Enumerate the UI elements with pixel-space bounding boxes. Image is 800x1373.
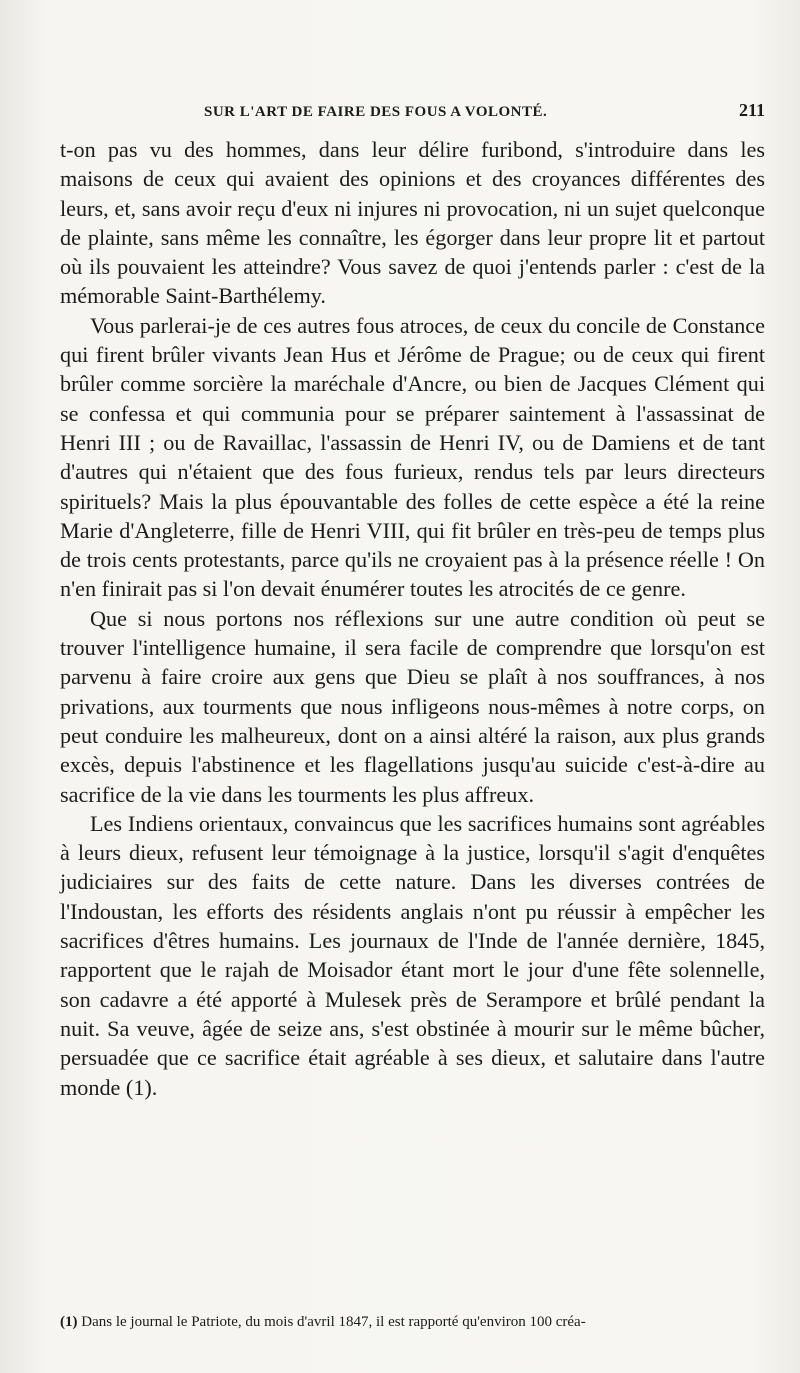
page-number: 211 bbox=[738, 100, 765, 120]
paragraph: Les Indiens orientaux, convaincus que les sacrifices humains sont agréables à leurs dieux, refusent leur témoignage à la justice, lorsqu'il s'agit d'enquêtes judiciaires sur des faits de cette nature. Dans les diverses contrées de l'Indoustan, les efforts des résidents anglais n'ont pu réussir à empêcher les sacrifices d'êtres humains. Les journaux de l'Inde de l'année dernière, 1845, rapportent que le rajah de Moisador étant mort le jour d'une fête solennelle, son cadavre a été apporté à Mulesek près de Serampore et brûlé pendant la nuit. Sa veuve, âgée de seize ans, s'est obstinée à mourir sur le même bûcher, persuadée que ce sacrifice était agréable à ses dieux, et salutaire dans l'autre monde (1). bbox=[60, 810, 765, 1100]
paragraph-continued: t-on pas vu des hommes, dans leur délire furibond, s'introduire dans les maisons de ceux qui avaient des opinions et des croyances différentes des leurs, et, sans avoir reçu d'eux ni injures ni provocation, ni un sujet quelconque de plainte, sans même les connaître, les égorger dans leur propre lit et partout où ils pouvaient les atteindre? Vous savez de quoi j'entends parler : c'est de la mémorable Saint-Barthélemy. bbox=[60, 137, 765, 309]
running-title: SUR L'ART DE FAIRE DES FOUS A VOLONTÉ. bbox=[204, 104, 548, 120]
paragraph: Que si nous portons nos réflexions sur une autre condition où peut se trouver l'intelligence humaine, il sera facile de comprendre que lorsqu'on est parvenu à faire croire aux gens que Dieu se plaît à nos souffrances, à nos privations, aux tourments que nous infligeons nous-mêmes à notre corps, on peut conduire les malheureux, dont on a ainsi altéré la raison, aux plus grands excès, depuis l'abstinence et les flagellations jusqu'au suicide c'est-à-dire au sacrifice de la vie dans les tourments les plus affreux. bbox=[60, 605, 765, 807]
paragraph: Vous parlerai-je de ces autres fous atroces, de ceux du concile de Constance qui firent brûler vivants Jean Hus et Jérôme de Prague; ou de ceux qui firent brûler comme sorcière la maréchale d'Ancre, ou bien de Jacques Clément qui se confessa et qui communia pour se préparer saintement à l'assassinat de Henri III ; ou de Ravaillac, l'assassin de Henri IV, ou de Damiens et de tant d'autres qui n'étaient que des fous furieux, rendus tels par leurs directeurs spirituels? Mais la plus épouvantable des folles de cette espèce a été la reine Marie d'Angleterre, fille de Henri VIII, qui fit brûler en très-peu de temps plus de trois cents protestants, parce qu'ils ne croyaient pas à la présence réelle ! On n'en finirait pas si l'on devait énumérer toutes les atrocités de ce genre. bbox=[60, 312, 765, 602]
footnote-text: Dans le journal le Patriote, du mois d'avril 1847, il est rapporté qu'environ 100 créa- bbox=[81, 1314, 586, 1330]
body-text bbox=[60, 135, 765, 1102]
footnote bbox=[60, 1312, 770, 1332]
page-header bbox=[60, 98, 765, 128]
footnote-marker: (1) bbox=[60, 1314, 78, 1330]
